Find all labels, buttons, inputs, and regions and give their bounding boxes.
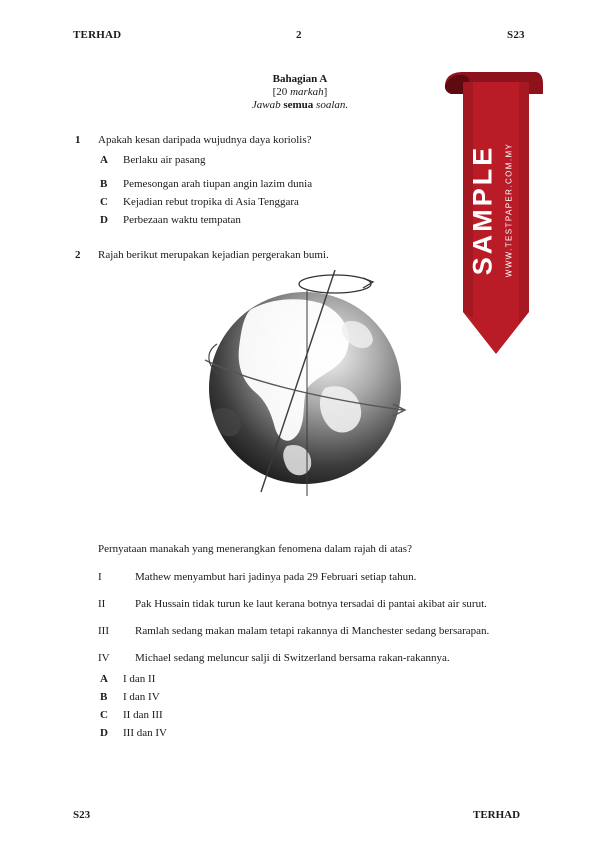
q2-option-text: III dan IV	[123, 727, 167, 739]
q2-statement-text: Michael sedang meluncur salji di Switzerland bersama rakan-rakannya.	[135, 652, 450, 664]
rotation-arrow-head	[363, 278, 373, 288]
q2-option-text: II dan III	[123, 709, 163, 721]
header-classification: TERHAD	[73, 29, 122, 41]
q2-statement-numeral: IV	[98, 652, 110, 664]
q2-option-letter: D	[100, 727, 108, 739]
q1-text: Apakah kesan daripada wujudnya daya koriolis?	[98, 134, 312, 146]
q2-stem: Pernyataan manakah yang menerangkan fenomena dalam rajah di atas?	[98, 543, 412, 555]
header-page-number: 2	[296, 29, 302, 41]
q2-statement-text: Ramlah sedang makan malam tetapi rakannya di Manchester sedang bersarapan.	[135, 625, 490, 637]
earth-rotation-diagram	[195, 270, 420, 500]
header-code: S23	[507, 29, 525, 41]
q1-option-letter: B	[100, 178, 108, 190]
q1-option-text: Pemesongan arah tiupan angin lazim dunia	[123, 178, 313, 190]
q2-statement-text: Pak Hussain tidak turun ke laut kerana botnya tersadai di pantai akibat air surut.	[135, 598, 487, 610]
q2-option-letter: C	[100, 709, 108, 721]
q1-number: 1	[75, 134, 81, 146]
q2-option-text: I dan IV	[123, 691, 160, 703]
q2-statement-numeral: II	[98, 598, 106, 610]
q1-option-text: Berlaku air pasang	[123, 154, 206, 166]
q1-option-letter: C	[100, 196, 108, 208]
q2-option-letter: B	[100, 691, 108, 703]
section-heading	[180, 73, 420, 112]
q2-option-letter: A	[100, 673, 108, 685]
watermark-sample-text: SAMPLE	[467, 144, 498, 276]
q2-text: Rajah berikut merupakan kejadian pergerakan bumi.	[98, 249, 329, 261]
watermark-site-text: WWW.TESTPAPER.COM.MY	[504, 142, 514, 278]
q2-statement-text: Mathew menyambut hari jadinya pada 29 Februari setiap tahun.	[135, 571, 417, 583]
q2-option-text: I dan II	[123, 673, 156, 685]
q1-option-text: Kejadian rebut tropika di Asia Tenggara	[123, 196, 299, 208]
footer-code: S23	[73, 809, 91, 821]
q1-option-letter: A	[100, 154, 108, 166]
q1-option-text: Perbezaan waktu tempatan	[123, 214, 241, 226]
section-marks: [20 markah]	[272, 86, 328, 98]
q2-statement-numeral: I	[98, 571, 102, 583]
section-title: Bahagian A	[272, 73, 328, 85]
q2-statement-numeral: III	[98, 625, 109, 637]
q2-number: 2	[75, 249, 81, 261]
rotation-ellipse	[299, 275, 371, 293]
footer-classification: TERHAD	[473, 809, 521, 821]
section-instruction: Jawab semua soalan.	[251, 99, 349, 111]
q1-option-letter: D	[100, 214, 108, 226]
